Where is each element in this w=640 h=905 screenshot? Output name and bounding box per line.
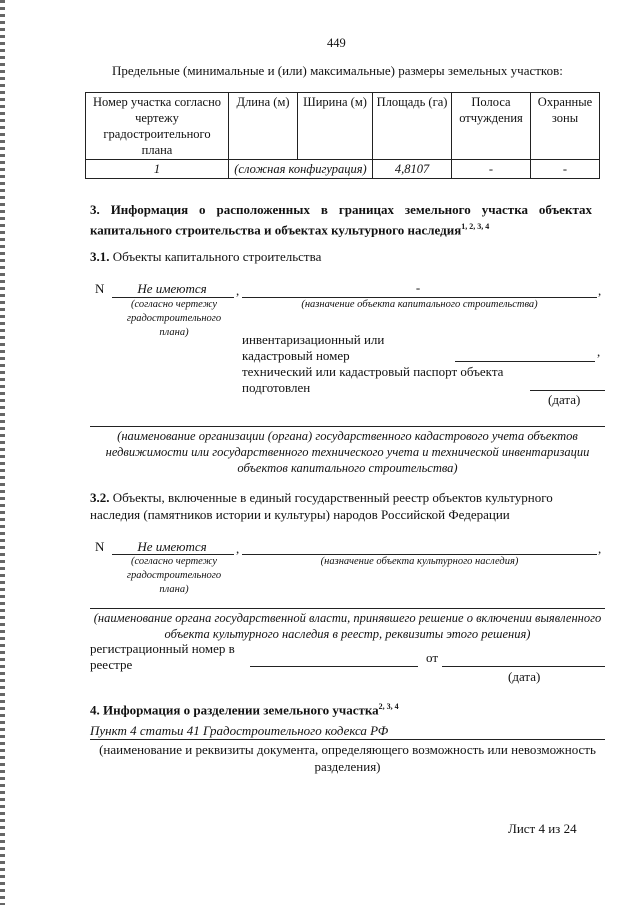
section31-org-caption: (наименование организации (органа) государственного кадастрового учета объектов недвижимости или государственного технического учета и технической инвентаризации объектов капитального строительства) — [105, 429, 590, 475]
section32-purpose-caption: (назначение объекта культурного наследия) — [320, 556, 519, 567]
section32-num: 3.2. — [90, 490, 110, 505]
scan-edge — [0, 0, 5, 905]
section31-n-caption: (согласно чертежу градостроительного плана) — [126, 299, 222, 338]
cell-plot-number: 1 — [86, 160, 229, 179]
section4-caption: (наименование и реквизиты документа, определяющего возможность или невозможность разделения) — [99, 742, 596, 774]
header-strip: Полоса отчуждения — [452, 93, 531, 160]
section31-inv-comma: , — [597, 344, 601, 359]
section31-end-comma: , — [598, 283, 602, 298]
section32-n-caption: (согласно чертежу градостроительного плана) — [126, 556, 222, 595]
section32-n-value: Не имеются — [137, 539, 207, 554]
page-number: 449 — [327, 36, 346, 50]
header-area: Площадь (га) — [373, 93, 452, 160]
table-row — [86, 160, 600, 179]
section4-heading — [90, 702, 399, 718]
section31-inv-label: инвентаризационный или кадастровый номер — [242, 332, 385, 363]
table-caption: Предельные (минимальные и (или) максимальные) размеры земельных участков: — [112, 63, 563, 78]
section32-date-caption: (дата) — [508, 669, 541, 684]
section32-n-label: N — [95, 539, 105, 554]
header-length: Длина (м) — [229, 93, 298, 160]
section3-title: 3. Информация о расположенных в границах земельного участка объектах капитального строительства и объектах культурного наследия — [90, 202, 592, 238]
section4-sup: 2, 3, 4 — [378, 702, 399, 711]
cell-strip: - — [452, 160, 531, 179]
cell-config: (сложная конфигурация) — [229, 160, 373, 179]
section3-heading — [90, 201, 592, 238]
table-header-row — [86, 93, 600, 160]
section31-date-caption: (дата) — [548, 392, 581, 407]
section31-heading — [90, 249, 321, 265]
section32-comma: , — [236, 541, 240, 556]
header-zones: Охранные зоны — [531, 93, 600, 160]
cell-area: 4,8107 — [373, 160, 452, 179]
section32-title: Объекты, включенные в единый государственный реестр объектов культурного наследия (памятников истории и культуры) народов Российской Федерации — [90, 490, 553, 522]
section4-title: 4. Информация о разделении земельного участка — [90, 702, 379, 718]
section3-sup: 1, 2, 3, 4 — [461, 222, 490, 231]
section31-comma: , — [236, 283, 240, 298]
section32-reg-label: регистрационный номер в реестре — [90, 641, 235, 672]
section31-passport-label: технический или кадастровый паспорт объекта подготовлен — [242, 364, 504, 395]
section32-authority-caption: (наименование органа государственной власти, принявшего решение о включении выявленного объекта культурного наследия в реестр, реквизиты этого решения) — [93, 611, 602, 641]
section31-n-value: Не имеются — [137, 281, 207, 296]
section32-heading — [90, 489, 605, 523]
section31-title: Объекты капитального строительства — [112, 249, 322, 264]
section32-end-comma: , — [598, 541, 602, 556]
sheet-footer: Лист 4 из 24 — [508, 821, 577, 836]
section32-from-label: от — [426, 650, 439, 665]
section31-purpose-caption: (назначение объекта капитального строительства) — [301, 299, 538, 310]
header-width: Ширина (м) — [298, 93, 373, 160]
section4-value: Пункт 4 статьи 41 Градостроительного кодекса РФ — [90, 723, 389, 738]
section31-num: 3.1. — [90, 249, 110, 264]
land-size-table — [85, 92, 600, 179]
section31-purpose-value: - — [415, 280, 421, 295]
header-plot-number: Номер участка согласно чертежу градостроительного плана — [86, 93, 229, 160]
cell-zones: - — [531, 160, 600, 179]
section31-n-label: N — [95, 281, 105, 296]
